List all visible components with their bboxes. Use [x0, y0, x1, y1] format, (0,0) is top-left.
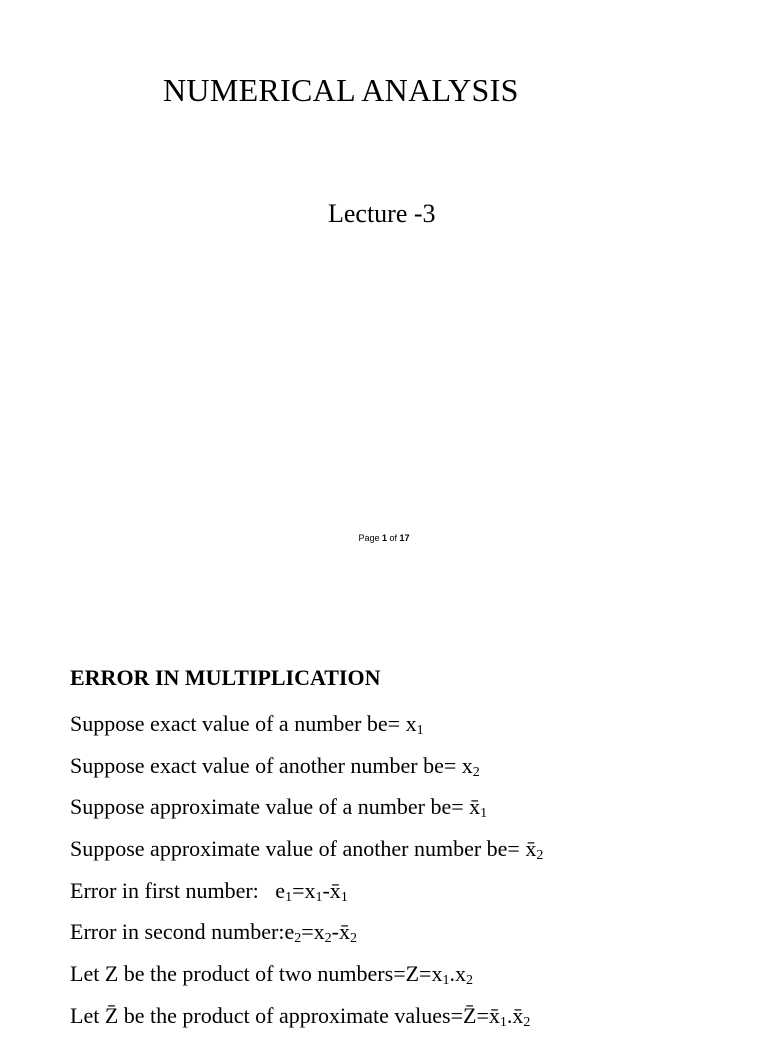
line-text: Let: [70, 1002, 105, 1028]
product-approx-line: [70, 995, 760, 1037]
line-text: Suppose exact value of another number be= x: [70, 752, 473, 778]
expr-part: -x̄: [322, 877, 341, 903]
line-text: Let Z be the product of two numbers=Z=x: [70, 961, 443, 987]
expr-part: =x̄: [476, 1002, 500, 1028]
page-label: Page: [358, 533, 380, 543]
subscript: 1: [442, 973, 450, 989]
line-text: Error in first number:: [70, 877, 259, 903]
line-text: Suppose approximate value of a number be= x̄: [70, 794, 481, 820]
page-of: of: [389, 533, 398, 543]
expr-part: Z̄: [463, 1002, 477, 1028]
page-total: 17: [399, 533, 410, 543]
page-current: 1: [381, 533, 387, 543]
text-line: [70, 703, 760, 745]
line-text: Suppose exact value of a number be= x: [70, 711, 417, 736]
content-page: [70, 662, 760, 1037]
text-line: [70, 745, 760, 787]
subscript: 1: [315, 889, 323, 905]
subscript: 2: [523, 1014, 531, 1030]
document-title: NUMERICAL ANALYSIS: [163, 72, 519, 108]
expr-part: e: [284, 919, 295, 945]
subscript: 2: [472, 764, 480, 780]
subscript: 2: [465, 973, 473, 989]
expr-part: =x: [292, 877, 316, 903]
line-text: be the product of approximate values=: [118, 1002, 464, 1028]
text-line: [70, 828, 760, 870]
subscript: 1: [340, 889, 348, 905]
subscript: 2: [536, 848, 544, 864]
text-line: [70, 786, 760, 828]
lecture-subtitle: Lecture -3: [328, 199, 436, 228]
subscript: 2: [324, 931, 332, 947]
expr-part: e: [275, 877, 286, 903]
subscript: 1: [416, 723, 424, 738]
error-second-line: [70, 911, 760, 953]
section-heading: ERROR IN MULTIPLICATION: [70, 665, 381, 690]
subscript: 2: [294, 931, 302, 947]
expr-part: Z̄: [104, 1002, 119, 1028]
expr-part: =x: [301, 919, 325, 945]
subscript: 2: [349, 931, 357, 947]
expr-part: .x: [449, 961, 466, 987]
body-text: [70, 703, 760, 1037]
error-first-line: [70, 870, 760, 912]
subscript: 1: [499, 1014, 507, 1030]
subscript: 1: [480, 806, 488, 822]
line-text: Error in second number:: [70, 919, 285, 945]
expr-part: .x̄: [506, 1002, 524, 1028]
expr-part: -x̄: [331, 919, 350, 945]
subscript: 1: [285, 889, 293, 905]
line-text: Suppose approximate value of another number be= x̄: [70, 836, 537, 862]
product-exact-line: [70, 953, 760, 995]
page-number: [0, 533, 768, 543]
